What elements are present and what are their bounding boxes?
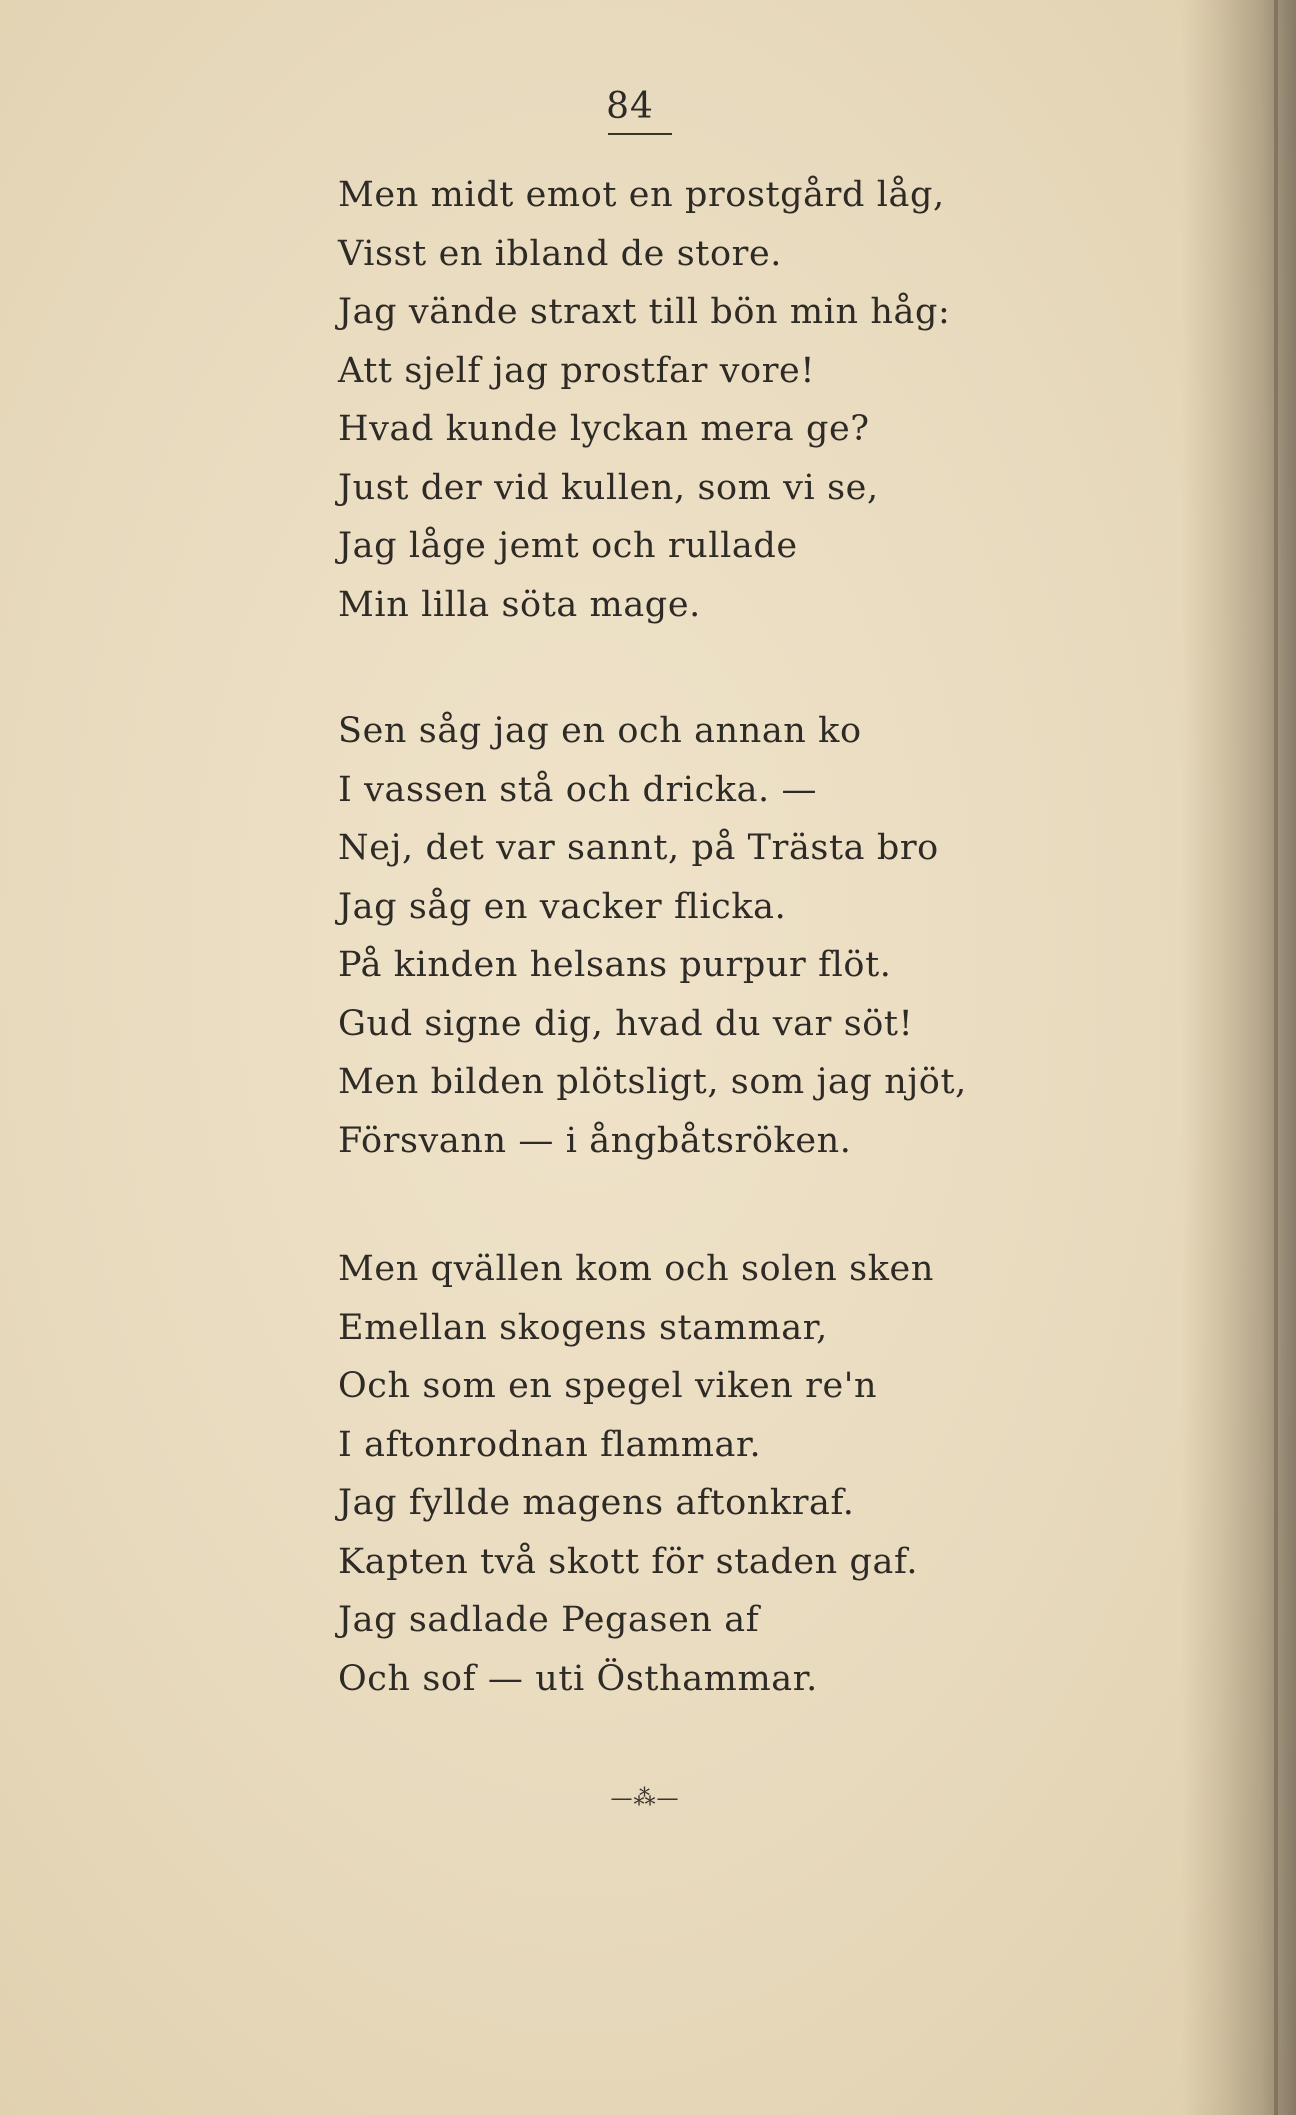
verse-line: Men qvällen kom och solen sken bbox=[338, 1249, 934, 1289]
page-number-rule bbox=[608, 133, 672, 135]
verse-line: Nej, det var sannt, på Trästa bro bbox=[338, 828, 939, 868]
verse-line: Jag låge jemt och rullade bbox=[338, 526, 798, 566]
verse-line: Och sof — uti Östhammar. bbox=[338, 1658, 818, 1699]
verse-line: Och som en spegel viken re'n bbox=[338, 1366, 878, 1406]
verse-line: Sen såg jag en och annan ko bbox=[338, 711, 862, 751]
verse-line: Men midt emot en prostgård låg, bbox=[338, 175, 945, 215]
verse-line: Jag vände straxt till bön min håg: bbox=[338, 292, 951, 332]
verse-line: Visst en ibland de store. bbox=[338, 233, 782, 274]
verse-line: Just der vid kullen, som vi se, bbox=[338, 467, 879, 508]
verse-line: Kapten två skott för staden gaf. bbox=[338, 1541, 919, 1582]
verse-line: I aftonrodnan flammar. bbox=[338, 1424, 762, 1465]
binding-edge bbox=[1274, 0, 1278, 2115]
verse-line: Men bilden plötsligt, som jag njöt, bbox=[338, 1062, 967, 1102]
end-ornament: —⁂— bbox=[610, 1786, 680, 1811]
binding-shadow bbox=[1181, 0, 1296, 2115]
verse-line: Försvann — i ångbåtsröken. bbox=[338, 1120, 852, 1161]
page-number: 84 bbox=[606, 86, 654, 127]
verse-line: Emellan skogens stammar, bbox=[338, 1307, 828, 1348]
verse-line: Jag sadlade Pegasen af bbox=[338, 1600, 760, 1640]
stanza-3 bbox=[338, 1240, 1038, 1708]
verse-line: Jag såg en vacker flicka. bbox=[338, 886, 787, 927]
stanza-2 bbox=[338, 702, 1038, 1170]
verse-line: Gud signe dig, hvad du var söt! bbox=[338, 1003, 914, 1044]
verse-line: I vassen stå och dricka. — bbox=[338, 769, 818, 810]
verse-line: Jag fyllde magens aftonkraf. bbox=[338, 1483, 855, 1523]
verse-line: Att sjelf jag prostfar vore! bbox=[338, 350, 816, 391]
stanza-1 bbox=[338, 166, 1038, 634]
verse-line: Min lilla söta mage. bbox=[338, 584, 701, 625]
verse-line: På kinden helsans purpur flöt. bbox=[338, 945, 892, 985]
verse-line: Hvad kunde lyckan mera ge? bbox=[338, 409, 870, 449]
